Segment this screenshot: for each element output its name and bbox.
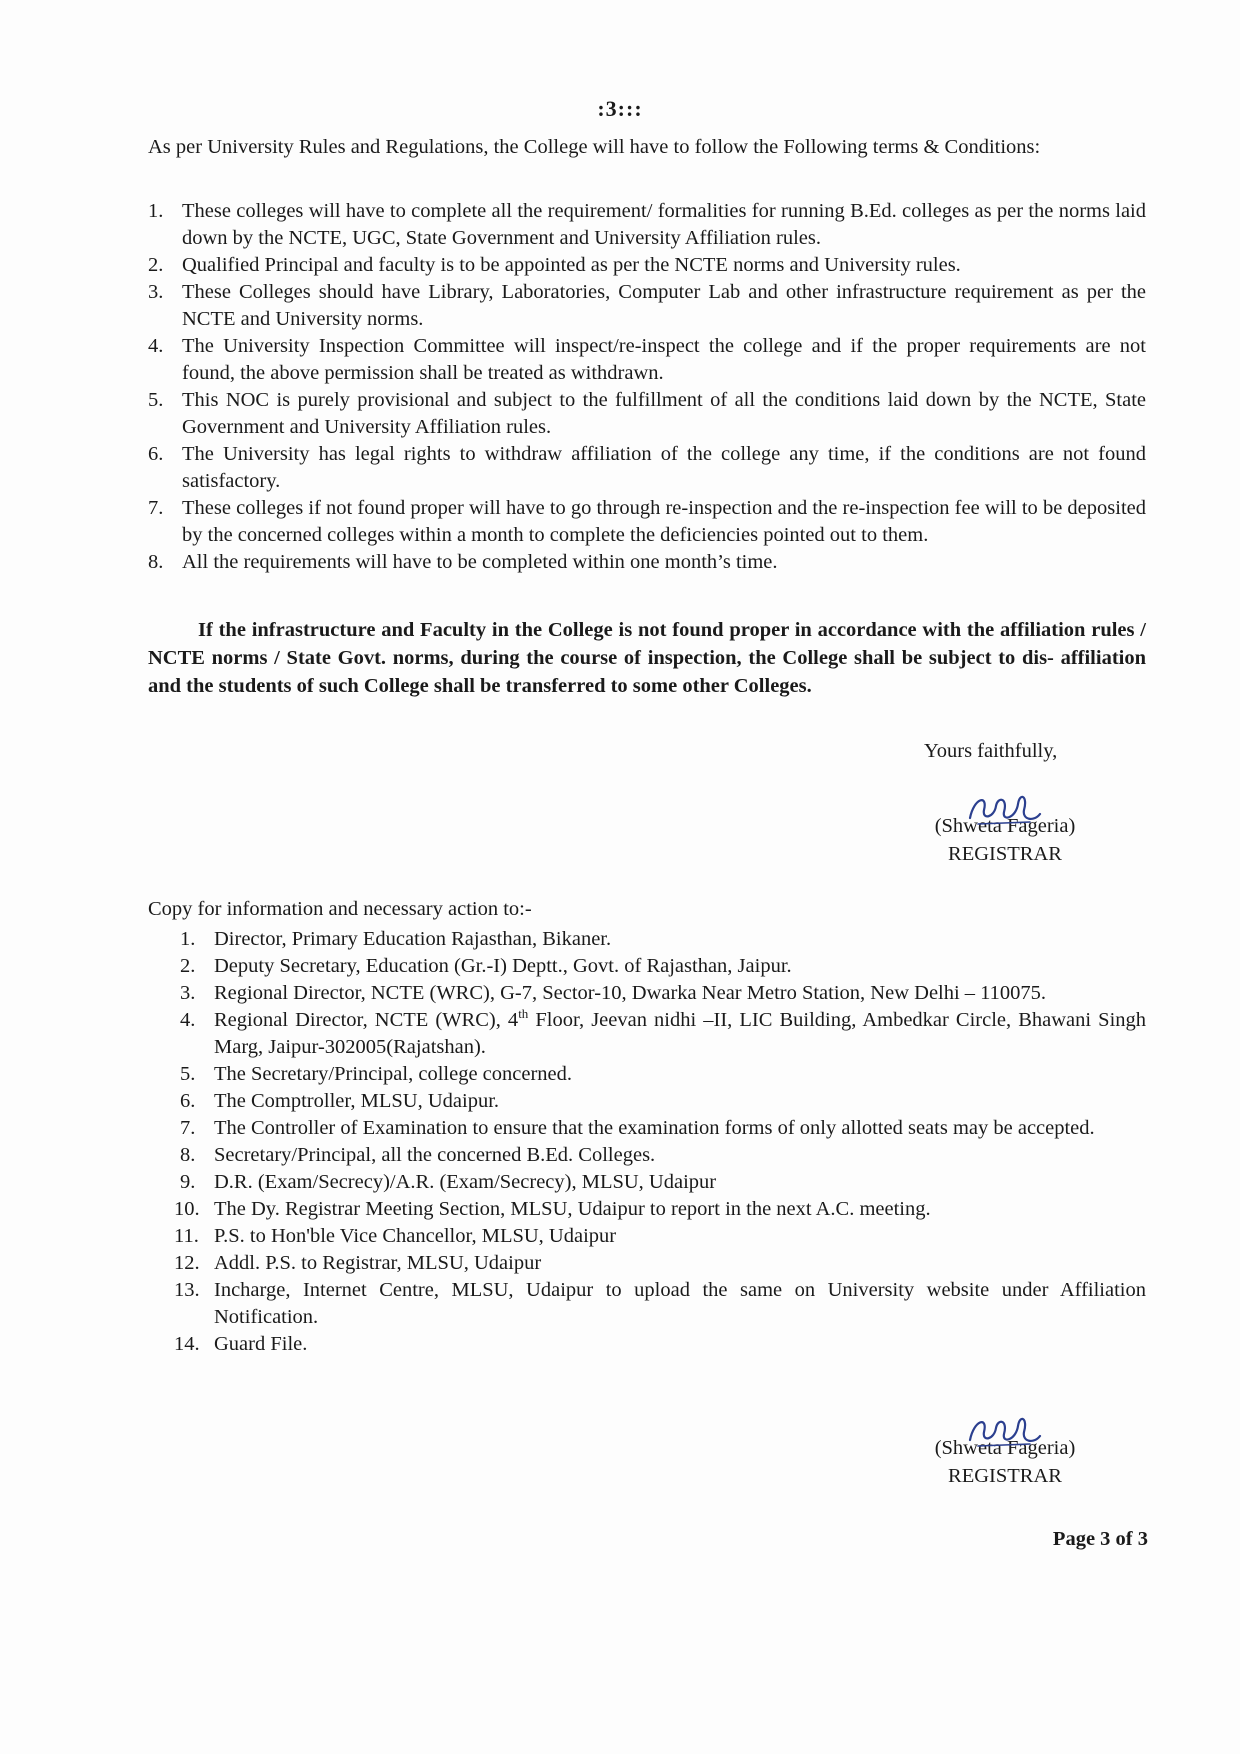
term-item <box>148 495 1146 549</box>
page-footer: Page 3 of 3 <box>1052 1528 1148 1550</box>
copy-item <box>180 953 1146 980</box>
copy-item <box>180 926 1146 953</box>
term-number: 3. <box>148 281 164 303</box>
term-number: 1. <box>148 200 164 222</box>
signatory-name: (Shweta Fageria) <box>934 815 1076 837</box>
handwritten-signature-icon <box>964 788 1044 832</box>
term-text: Qualified Principal and faculty is to be appointed as per the NCTE norms and University rules. <box>182 254 961 276</box>
copy-text: D.R. (Exam/Secrecy)/A.R. (Exam/Secrecy), MLSU, Udaipur <box>214 1171 717 1193</box>
copy-text: Guard File. <box>214 1333 308 1355</box>
term-text: All the requirements will have to be completed within one month’s time. <box>182 551 778 573</box>
handwritten-signature-icon <box>964 1410 1044 1454</box>
copy-item <box>174 1223 1146 1250</box>
intro-paragraph: As per University Rules and Regulations, the College will have to follow the Following terms & Conditions: <box>148 136 1041 158</box>
term-item <box>148 549 1146 576</box>
copy-number: 4. <box>180 1009 196 1031</box>
copy-item <box>180 1169 1146 1196</box>
term-item <box>148 387 1146 441</box>
term-text: The University Inspection Committee will inspect/re-inspect the college and if the proper requirements are not found, the above permission shall be treated as withdrawn. <box>182 335 1146 384</box>
term-number: 2. <box>148 254 164 276</box>
closing-salutation: Yours faithfully, <box>924 740 1058 762</box>
term-item <box>148 252 1146 279</box>
copy-text <box>214 1006 1147 1058</box>
copy-item <box>180 1088 1146 1115</box>
copy-number: 13. <box>174 1279 200 1301</box>
copy-text-part: Regional Director, NCTE (WRC), 4 <box>214 1009 519 1031</box>
term-item <box>148 333 1146 387</box>
copy-number: 7. <box>180 1117 196 1139</box>
term-number: 6. <box>148 443 164 465</box>
term-number: 7. <box>148 497 164 519</box>
terms-list <box>148 198 1146 576</box>
copy-list <box>174 926 1147 1358</box>
copy-item <box>180 980 1146 1007</box>
copy-item <box>174 1277 1146 1331</box>
copy-item <box>180 1007 1146 1061</box>
disaffiliation-warning: If the infrastructure and Faculty in the College is not found proper in accordance with the affiliation rules / NCTE norms / State Govt. norms, during the course of inspection, the College shall be subject to dis- affiliation and the students of such College shall be transferred to some other Colleges. <box>148 619 1146 697</box>
copy-number: 12. <box>174 1252 200 1274</box>
copy-item <box>180 1115 1146 1142</box>
copy-number: 3. <box>180 982 196 1004</box>
copy-text: The Dy. Registrar Meeting Section, MLSU, Udaipur to report in the next A.C. meeting. <box>214 1198 931 1220</box>
term-text: This NOC is purely provisional and subject to the fulfillment of all the conditions laid down by the NCTE, State Government and University Affiliation rules. <box>182 389 1146 438</box>
signature-block <box>920 812 1090 868</box>
term-number: 8. <box>148 551 164 573</box>
copy-text-part: Floor, Jeevan nidhi –II, LIC Building, Ambedkar Circle, Bhawani Singh Marg, Jaipur-302005(Rajatshan). <box>214 1009 1147 1058</box>
copy-number: 2. <box>180 955 196 977</box>
copy-number: 8. <box>180 1144 196 1166</box>
copy-number: 1. <box>180 928 196 950</box>
term-text: These colleges will have to complete all the requirement/ formalities for running B.Ed. colleges as per the norms laid down by the NCTE, UGC, State Government and University Affiliation rules. <box>182 200 1146 249</box>
copy-text: Regional Director, NCTE (WRC), G-7, Sector-10, Dwarka Near Metro Station, New Delhi – 110075. <box>214 982 1047 1004</box>
copy-item <box>180 1142 1146 1169</box>
term-item <box>148 198 1146 252</box>
term-number: 5. <box>148 389 164 411</box>
term-number: 4. <box>148 335 164 357</box>
copy-number: 14. <box>174 1333 200 1355</box>
copy-item <box>174 1196 1146 1223</box>
copy-number: 5. <box>180 1063 196 1085</box>
term-text: These Colleges should have Library, Laboratories, Computer Lab and other infrastructure requirement as per the NCTE and University norms. <box>182 281 1146 330</box>
copy-number: 11. <box>174 1225 199 1247</box>
copy-text: The Comptroller, MLSU, Udaipur. <box>214 1090 500 1112</box>
copy-text: P.S. to Hon'ble Vice Chancellor, MLSU, Udaipur <box>214 1225 617 1247</box>
copy-item <box>180 1061 1146 1088</box>
copy-text: The Controller of Examination to ensure that the examination forms of only allotted seats may be accepted. <box>214 1117 1095 1139</box>
copy-text: Deputy Secretary, Education (Gr.-I) Deptt., Govt. of Rajasthan, Jaipur. <box>214 955 792 977</box>
copy-text: Incharge, Internet Centre, MLSU, Udaipur to upload the same on University website under Affiliation Notification. <box>214 1279 1146 1328</box>
signatory-title: REGISTRAR <box>948 843 1062 865</box>
term-text: The University has legal rights to withdraw affiliation of the college any time, if the conditions are not found satisfactory. <box>182 443 1146 492</box>
copy-item <box>174 1250 1146 1277</box>
copy-number: 9. <box>180 1171 196 1193</box>
copy-text: Director, Primary Education Rajasthan, Bikaner. <box>214 928 612 950</box>
copy-heading: Copy for information and necessary action to:- <box>148 898 532 920</box>
page-marker: :3::: <box>597 96 643 121</box>
copy-text: Secretary/Principal, all the concerned B.Ed. Colleges. <box>214 1144 656 1166</box>
term-text: These colleges if not found proper will have to go through re-inspection and the re-inspection fee will to be deposited by the concerned colleges within a month to complete the deficiencies pointed out to them. <box>182 497 1146 546</box>
copy-item <box>174 1331 1146 1358</box>
copy-number: 6. <box>180 1090 196 1112</box>
copy-number: 10. <box>174 1198 200 1220</box>
copy-text: The Secretary/Principal, college concerned. <box>214 1063 573 1085</box>
signature-block <box>920 1434 1090 1490</box>
signatory-name: (Shweta Fageria) <box>934 1437 1076 1459</box>
ordinal-suffix: th <box>518 1006 529 1022</box>
term-item <box>148 441 1146 495</box>
copy-text: Addl. P.S. to Registrar, MLSU, Udaipur <box>214 1252 542 1274</box>
signatory-title: REGISTRAR <box>948 1465 1062 1487</box>
term-item <box>148 279 1146 333</box>
